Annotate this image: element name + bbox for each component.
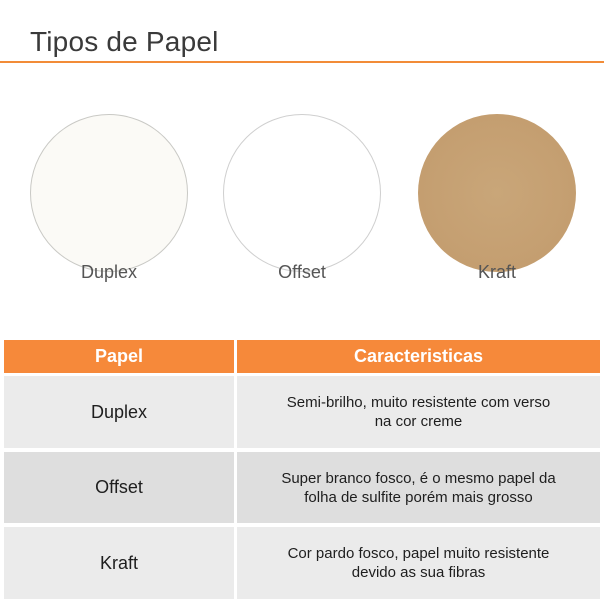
- kraft-swatch: [418, 114, 576, 272]
- table-cell-papel: Kraft: [4, 527, 234, 599]
- table-header-caracteristicas: Caracteristicas: [237, 340, 600, 373]
- page-title: Tipos de Papel: [30, 26, 219, 57]
- table-cell-caracteristicas: Super branco fosco, é o mesmo papel da folha de sulfite porém mais grosso: [237, 452, 600, 523]
- table-cell-caracteristicas: Semi-brilho, muito resistente com verso na cor creme: [237, 376, 600, 448]
- title-divider: [0, 61, 604, 63]
- offset-swatch: [223, 114, 381, 272]
- duplex-swatch: [30, 114, 188, 272]
- table-cell-caracteristicas: Cor pardo fosco, papel muito resistente devido as sua fibras: [237, 527, 600, 599]
- table-cell-papel: Offset: [4, 452, 234, 523]
- table-cell-papel: Duplex: [4, 376, 234, 448]
- offset-swatch-label: Offset: [278, 262, 326, 282]
- duplex-swatch-label: Duplex: [80, 262, 138, 282]
- table-header-papel: Papel: [4, 340, 234, 373]
- kraft-swatch-label: Kraft: [477, 262, 516, 282]
